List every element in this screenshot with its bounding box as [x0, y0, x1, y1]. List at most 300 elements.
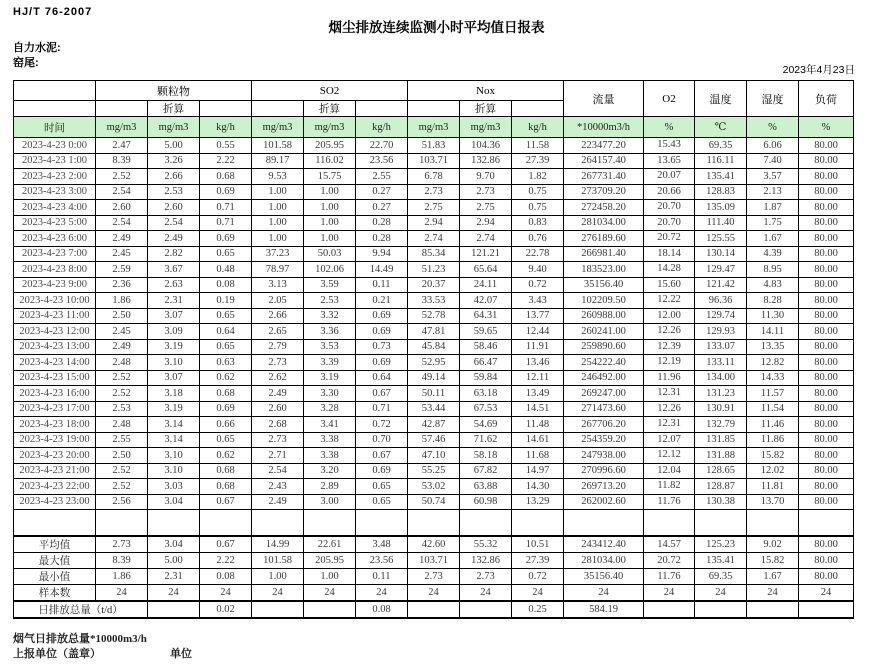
value-cell: 3.53	[304, 339, 356, 355]
unit-cell: mg/m3	[304, 117, 356, 138]
table-row	[14, 432, 854, 448]
header-load: 负荷	[799, 81, 854, 117]
value-cell: 80.00	[799, 231, 854, 247]
value-cell: 0.72	[512, 569, 564, 585]
value-cell: 3.10	[148, 463, 200, 479]
value-cell: 14.99	[252, 536, 304, 553]
value-cell: 2.79	[252, 339, 304, 355]
time-cell: 2023-4-23 15:00	[14, 370, 96, 386]
value-cell: 3.14	[148, 417, 200, 433]
value-cell: 2.53	[148, 184, 200, 200]
header-flow: 流量	[564, 81, 644, 117]
header-temperature: 温度	[695, 81, 747, 117]
spacer-row	[14, 510, 854, 537]
value-cell: 33.53	[408, 293, 460, 309]
value-cell: 0.72	[356, 417, 408, 433]
value-cell: 80.00	[799, 200, 854, 216]
value-cell: 2.52	[96, 479, 148, 495]
value-cell: 51.83	[408, 138, 460, 154]
value-cell: 2.73	[96, 536, 148, 553]
value-cell: 11.86	[747, 432, 799, 448]
value-cell: 2.55	[96, 432, 148, 448]
value-cell: 132.86	[460, 153, 512, 169]
value-cell: 24	[96, 585, 148, 602]
value-cell: 2.75	[408, 200, 460, 216]
header-blank	[14, 101, 96, 117]
value-cell: 3.18	[148, 386, 200, 402]
value-cell: 3.07	[148, 308, 200, 324]
value-cell: 80.00	[799, 432, 854, 448]
header-group-row	[14, 81, 854, 101]
value-cell: 58.18	[460, 448, 512, 464]
empty-cell	[512, 510, 564, 537]
value-cell: 11.48	[512, 417, 564, 433]
empty-cell	[252, 510, 304, 537]
value-cell: 80.00	[799, 308, 854, 324]
time-cell: 2023-4-23 12:00	[14, 324, 96, 340]
time-cell: 2023-4-23 13:00	[14, 339, 96, 355]
value-cell: 2.73	[460, 569, 512, 585]
value-cell: 0.08	[200, 569, 252, 585]
value-cell: 35156.40	[564, 277, 644, 293]
value-cell: 78.97	[252, 262, 304, 278]
value-cell: 80.00	[799, 293, 854, 309]
value-cell: 128.87	[695, 479, 747, 495]
value-cell: 1.00	[252, 569, 304, 585]
value-cell	[644, 601, 695, 618]
value-cell: 0.71	[356, 401, 408, 417]
value-cell: 6.06	[747, 138, 799, 154]
value-cell: 3.38	[304, 432, 356, 448]
value-cell: 205.95	[304, 553, 356, 569]
value-cell: 2.75	[460, 200, 512, 216]
report-table	[13, 80, 854, 619]
table-row	[14, 339, 854, 355]
value-cell: 80.00	[799, 246, 854, 262]
time-cell: 2023-4-23 1:00	[14, 153, 96, 169]
empty-cell	[14, 510, 96, 537]
unit-label: 单位	[170, 648, 192, 660]
header-nox: Nox	[408, 81, 564, 101]
value-cell: 3.13	[252, 277, 304, 293]
header-humidity: 湿度	[747, 81, 799, 117]
time-cell: 2023-4-23 4:00	[14, 200, 96, 216]
time-cell: 2023-4-23 5:00	[14, 215, 96, 231]
value-cell: 11.54	[747, 401, 799, 417]
value-cell: 8.39	[96, 553, 148, 569]
value-cell: 0.76	[512, 231, 564, 247]
value-cell: 12.07	[644, 432, 695, 448]
value-cell: 267731.40	[564, 169, 644, 185]
value-cell: 135.41	[695, 553, 747, 569]
value-cell: 0.08	[200, 277, 252, 293]
value-cell: 1.00	[304, 569, 356, 585]
value-cell: 2.55	[356, 169, 408, 185]
value-cell: 52.95	[408, 355, 460, 371]
value-cell: 0.66	[200, 417, 252, 433]
value-cell: 15.82	[747, 553, 799, 569]
header-blank	[408, 101, 460, 117]
value-cell: 135.09	[695, 200, 747, 216]
empty-cell	[148, 510, 200, 537]
value-cell: 12.11	[512, 370, 564, 386]
value-cell: 102209.50	[564, 293, 644, 309]
value-cell: 3.59	[304, 277, 356, 293]
value-cell: 2.52	[96, 370, 148, 386]
value-cell: 135.41	[695, 169, 747, 185]
value-cell: 0.71	[200, 200, 252, 216]
value-cell: 129.47	[695, 262, 747, 278]
value-cell: 42.87	[408, 417, 460, 433]
value-cell: 42.60	[408, 536, 460, 553]
table-row	[14, 386, 854, 402]
value-cell: 0.27	[356, 184, 408, 200]
value-cell: 67.53	[460, 401, 512, 417]
value-cell: 14.30	[512, 479, 564, 495]
value-cell: 3.43	[512, 293, 564, 309]
value-cell: 12.26	[644, 401, 695, 417]
empty-cell	[564, 510, 644, 537]
value-cell: 14.97	[512, 463, 564, 479]
value-cell: 50.03	[304, 246, 356, 262]
value-cell: 103.71	[408, 153, 460, 169]
value-cell: 2.47	[96, 138, 148, 154]
value-cell: 20.07	[644, 169, 695, 185]
value-cell: 27.39	[512, 153, 564, 169]
value-cell: 269247.00	[564, 386, 644, 402]
value-cell: 2.62	[252, 370, 304, 386]
value-cell: 3.14	[148, 432, 200, 448]
value-cell: 254222.40	[564, 355, 644, 371]
value-cell: 104.36	[460, 138, 512, 154]
value-cell: 3.48	[356, 536, 408, 553]
time-cell: 2023-4-23 23:00	[14, 494, 96, 510]
value-cell: 0.62	[200, 370, 252, 386]
value-cell: 14.11	[747, 324, 799, 340]
value-cell: 2.94	[460, 215, 512, 231]
empty-cell	[460, 510, 512, 537]
value-cell	[148, 601, 200, 618]
value-cell: 0.08	[356, 601, 408, 618]
value-cell: 271473.60	[564, 401, 644, 417]
empty-cell	[200, 510, 252, 537]
value-cell: 3.30	[304, 386, 356, 402]
value-cell: 5.00	[148, 553, 200, 569]
value-cell: 2.45	[96, 246, 148, 262]
value-cell: 3.10	[148, 355, 200, 371]
value-cell: 1.00	[252, 215, 304, 231]
value-cell: 128.65	[695, 463, 747, 479]
value-cell: 65.64	[460, 262, 512, 278]
value-cell: 2.31	[148, 569, 200, 585]
unit-cell: mg/m3	[252, 117, 304, 138]
value-cell: 130.38	[695, 494, 747, 510]
value-cell: 80.00	[799, 339, 854, 355]
value-cell: 1.00	[304, 200, 356, 216]
value-cell: 69.35	[695, 569, 747, 585]
flue-gas-total-note: 烟气日排放总量*10000m3/h	[13, 633, 147, 645]
value-cell: 80.00	[799, 536, 854, 553]
value-cell: 2.65	[252, 324, 304, 340]
value-cell: 0.11	[356, 277, 408, 293]
value-cell: 23.56	[356, 553, 408, 569]
value-cell: 0.48	[200, 262, 252, 278]
value-cell: 22.61	[304, 536, 356, 553]
value-cell: 3.07	[148, 370, 200, 386]
value-cell: 53.44	[408, 401, 460, 417]
value-cell: 0.69	[356, 324, 408, 340]
value-cell: 0.28	[356, 215, 408, 231]
table-row	[14, 324, 854, 340]
value-cell: 121.21	[460, 246, 512, 262]
company-label: 自力水泥:	[13, 42, 61, 54]
value-cell: 273709.20	[564, 184, 644, 200]
value-cell: 2.60	[252, 401, 304, 417]
value-cell: 2.74	[460, 231, 512, 247]
value-cell: 2.73	[252, 432, 304, 448]
time-cell: 2023-4-23 2:00	[14, 169, 96, 185]
value-cell: 223477.20	[564, 138, 644, 154]
table-row	[14, 200, 854, 216]
value-cell: 12.04	[644, 463, 695, 479]
table-row	[14, 262, 854, 278]
value-cell: 0.62	[200, 448, 252, 464]
value-cell: 15.75	[304, 169, 356, 185]
value-cell: 49.14	[408, 370, 460, 386]
value-cell: 183523.00	[564, 262, 644, 278]
value-cell: 12.12	[644, 448, 695, 464]
value-cell: 0.72	[512, 277, 564, 293]
value-cell: 111.40	[695, 215, 747, 231]
value-cell: 0.69	[356, 308, 408, 324]
value-cell: 0.67	[356, 448, 408, 464]
empty-cell	[747, 510, 799, 537]
value-cell: 6.78	[408, 169, 460, 185]
value-cell: 23.56	[356, 153, 408, 169]
unit-cell: kg/h	[200, 117, 252, 138]
value-cell: 80.00	[799, 324, 854, 340]
unit-cell: ℃	[695, 117, 747, 138]
value-cell: 0.27	[356, 200, 408, 216]
value-cell: 12.00	[644, 308, 695, 324]
value-cell: 0.65	[200, 308, 252, 324]
value-cell: 54.69	[460, 417, 512, 433]
time-cell: 2023-4-23 17:00	[14, 401, 96, 417]
page-title: 烟尘排放连续监测小时平均值日报表	[328, 20, 545, 35]
value-cell: 3.20	[304, 463, 356, 479]
value-cell: 1.00	[304, 184, 356, 200]
value-cell: 2.50	[96, 448, 148, 464]
value-cell: 0.75	[512, 184, 564, 200]
value-cell: 2.94	[408, 215, 460, 231]
time-cell: 2023-4-23 0:00	[14, 138, 96, 154]
value-cell: 0.65	[356, 494, 408, 510]
value-cell: 9.53	[252, 169, 304, 185]
value-cell: 116.02	[304, 153, 356, 169]
empty-cell	[96, 510, 148, 537]
header-blank	[14, 81, 96, 101]
summary-row	[14, 585, 854, 602]
value-cell: 24	[252, 585, 304, 602]
value-cell: 2.52	[96, 169, 148, 185]
value-cell: 67.82	[460, 463, 512, 479]
value-cell: 2.43	[252, 479, 304, 495]
header-units-row	[14, 117, 854, 138]
value-cell: 246492.00	[564, 370, 644, 386]
value-cell: 272458.20	[564, 200, 644, 216]
value-cell: 1.86	[96, 569, 148, 585]
value-cell: 63.88	[460, 479, 512, 495]
value-cell: 270996.60	[564, 463, 644, 479]
value-cell: 584.19	[564, 601, 644, 618]
value-cell: 24	[644, 585, 695, 602]
time-cell: 2023-4-23 14:00	[14, 355, 96, 371]
unit-cell: %	[799, 117, 854, 138]
value-cell: 0.68	[200, 169, 252, 185]
value-cell: 2.49	[96, 231, 148, 247]
value-cell: 20.70	[644, 215, 695, 231]
value-cell: 24	[695, 585, 747, 602]
value-cell: 69.35	[695, 138, 747, 154]
value-cell: 1.86	[96, 293, 148, 309]
empty-cell	[356, 510, 408, 537]
value-cell: 59.65	[460, 324, 512, 340]
value-cell: 24	[512, 585, 564, 602]
value-cell: 13.77	[512, 308, 564, 324]
table-row	[14, 448, 854, 464]
value-cell: 64.31	[460, 308, 512, 324]
value-cell: 24	[304, 585, 356, 602]
value-cell: 0.64	[356, 370, 408, 386]
value-cell: 20.70	[644, 200, 695, 216]
value-cell: 2.54	[252, 463, 304, 479]
value-cell: 130.14	[695, 246, 747, 262]
table-row	[14, 246, 854, 262]
table-row	[14, 355, 854, 371]
table-row	[14, 417, 854, 433]
value-cell: 2.53	[96, 401, 148, 417]
value-cell: 15.82	[747, 448, 799, 464]
value-cell: 80.00	[799, 448, 854, 464]
value-cell: 101.58	[252, 138, 304, 154]
value-cell: 2.60	[96, 200, 148, 216]
empty-cell	[695, 510, 747, 537]
value-cell: 14.51	[512, 401, 564, 417]
value-cell: 260988.00	[564, 308, 644, 324]
value-cell: 0.11	[356, 569, 408, 585]
header-so2: SO2	[252, 81, 408, 101]
value-cell: 55.25	[408, 463, 460, 479]
value-cell: 3.36	[304, 324, 356, 340]
value-cell: 2.49	[96, 339, 148, 355]
value-cell: 12.19	[644, 355, 695, 371]
value-cell: 2.66	[148, 169, 200, 185]
value-cell: 42.07	[460, 293, 512, 309]
value-cell: 205.95	[304, 138, 356, 154]
value-cell: 116.11	[695, 153, 747, 169]
value-cell: 20.72	[644, 231, 695, 247]
value-cell	[747, 601, 799, 618]
value-cell: 129.93	[695, 324, 747, 340]
value-cell: 80.00	[799, 277, 854, 293]
value-cell: 24	[356, 585, 408, 602]
value-cell: 11.82	[644, 479, 695, 495]
header-blank	[96, 101, 148, 117]
value-cell: 50.74	[408, 494, 460, 510]
value-cell: 20.37	[408, 277, 460, 293]
time-cell: 2023-4-23 8:00	[14, 262, 96, 278]
value-cell: 51.23	[408, 262, 460, 278]
value-cell: 24	[747, 585, 799, 602]
header-blank	[252, 101, 304, 117]
value-cell: 24	[799, 585, 854, 602]
value-cell: 13.70	[747, 494, 799, 510]
value-cell: 3.04	[148, 536, 200, 553]
value-cell: 1.75	[747, 215, 799, 231]
value-cell: 80.00	[799, 184, 854, 200]
value-cell: 11.30	[747, 308, 799, 324]
value-cell: 50.11	[408, 386, 460, 402]
value-cell: 5.00	[148, 138, 200, 154]
value-cell: 1.00	[252, 231, 304, 247]
value-cell: 0.69	[356, 463, 408, 479]
value-cell: 2.22	[200, 153, 252, 169]
daily-total-row	[14, 601, 854, 618]
unit-cell: mg/m3	[460, 117, 512, 138]
value-cell: 1.00	[304, 215, 356, 231]
value-cell: 13.65	[644, 153, 695, 169]
value-cell: 10.51	[512, 536, 564, 553]
value-cell: 13.29	[512, 494, 564, 510]
value-cell: 2.73	[408, 184, 460, 200]
value-cell: 131.85	[695, 432, 747, 448]
summary-row	[14, 553, 854, 569]
summary-label: 最大值	[14, 553, 96, 569]
value-cell: 3.41	[304, 417, 356, 433]
value-cell: 9.70	[460, 169, 512, 185]
value-cell: 11.57	[747, 386, 799, 402]
value-cell: 2.22	[200, 553, 252, 569]
value-cell: 0.69	[200, 401, 252, 417]
value-cell: 24	[200, 585, 252, 602]
value-cell: 80.00	[799, 386, 854, 402]
summary-label: 平均值	[14, 536, 96, 553]
table-row	[14, 169, 854, 185]
value-cell: 2.52	[96, 386, 148, 402]
value-cell: 131.88	[695, 448, 747, 464]
table-row	[14, 231, 854, 247]
table-row	[14, 184, 854, 200]
value-cell: 0.83	[512, 215, 564, 231]
value-cell: 0.75	[512, 200, 564, 216]
value-cell	[460, 601, 512, 618]
value-cell: 13.49	[512, 386, 564, 402]
value-cell: 14.57	[644, 536, 695, 553]
value-cell: 27.39	[512, 553, 564, 569]
value-cell: 12.39	[644, 339, 695, 355]
value-cell: 55.32	[460, 536, 512, 553]
value-cell: 12.82	[747, 355, 799, 371]
value-cell: 2.50	[96, 308, 148, 324]
value-cell: 1.00	[252, 184, 304, 200]
unit-cell: kg/h	[356, 117, 408, 138]
value-cell: 266981.40	[564, 246, 644, 262]
value-cell: 102.06	[304, 262, 356, 278]
unit-cell: mg/m3	[408, 117, 460, 138]
value-cell: 15.43	[644, 138, 695, 154]
table-row	[14, 215, 854, 231]
value-cell: 8.28	[747, 293, 799, 309]
